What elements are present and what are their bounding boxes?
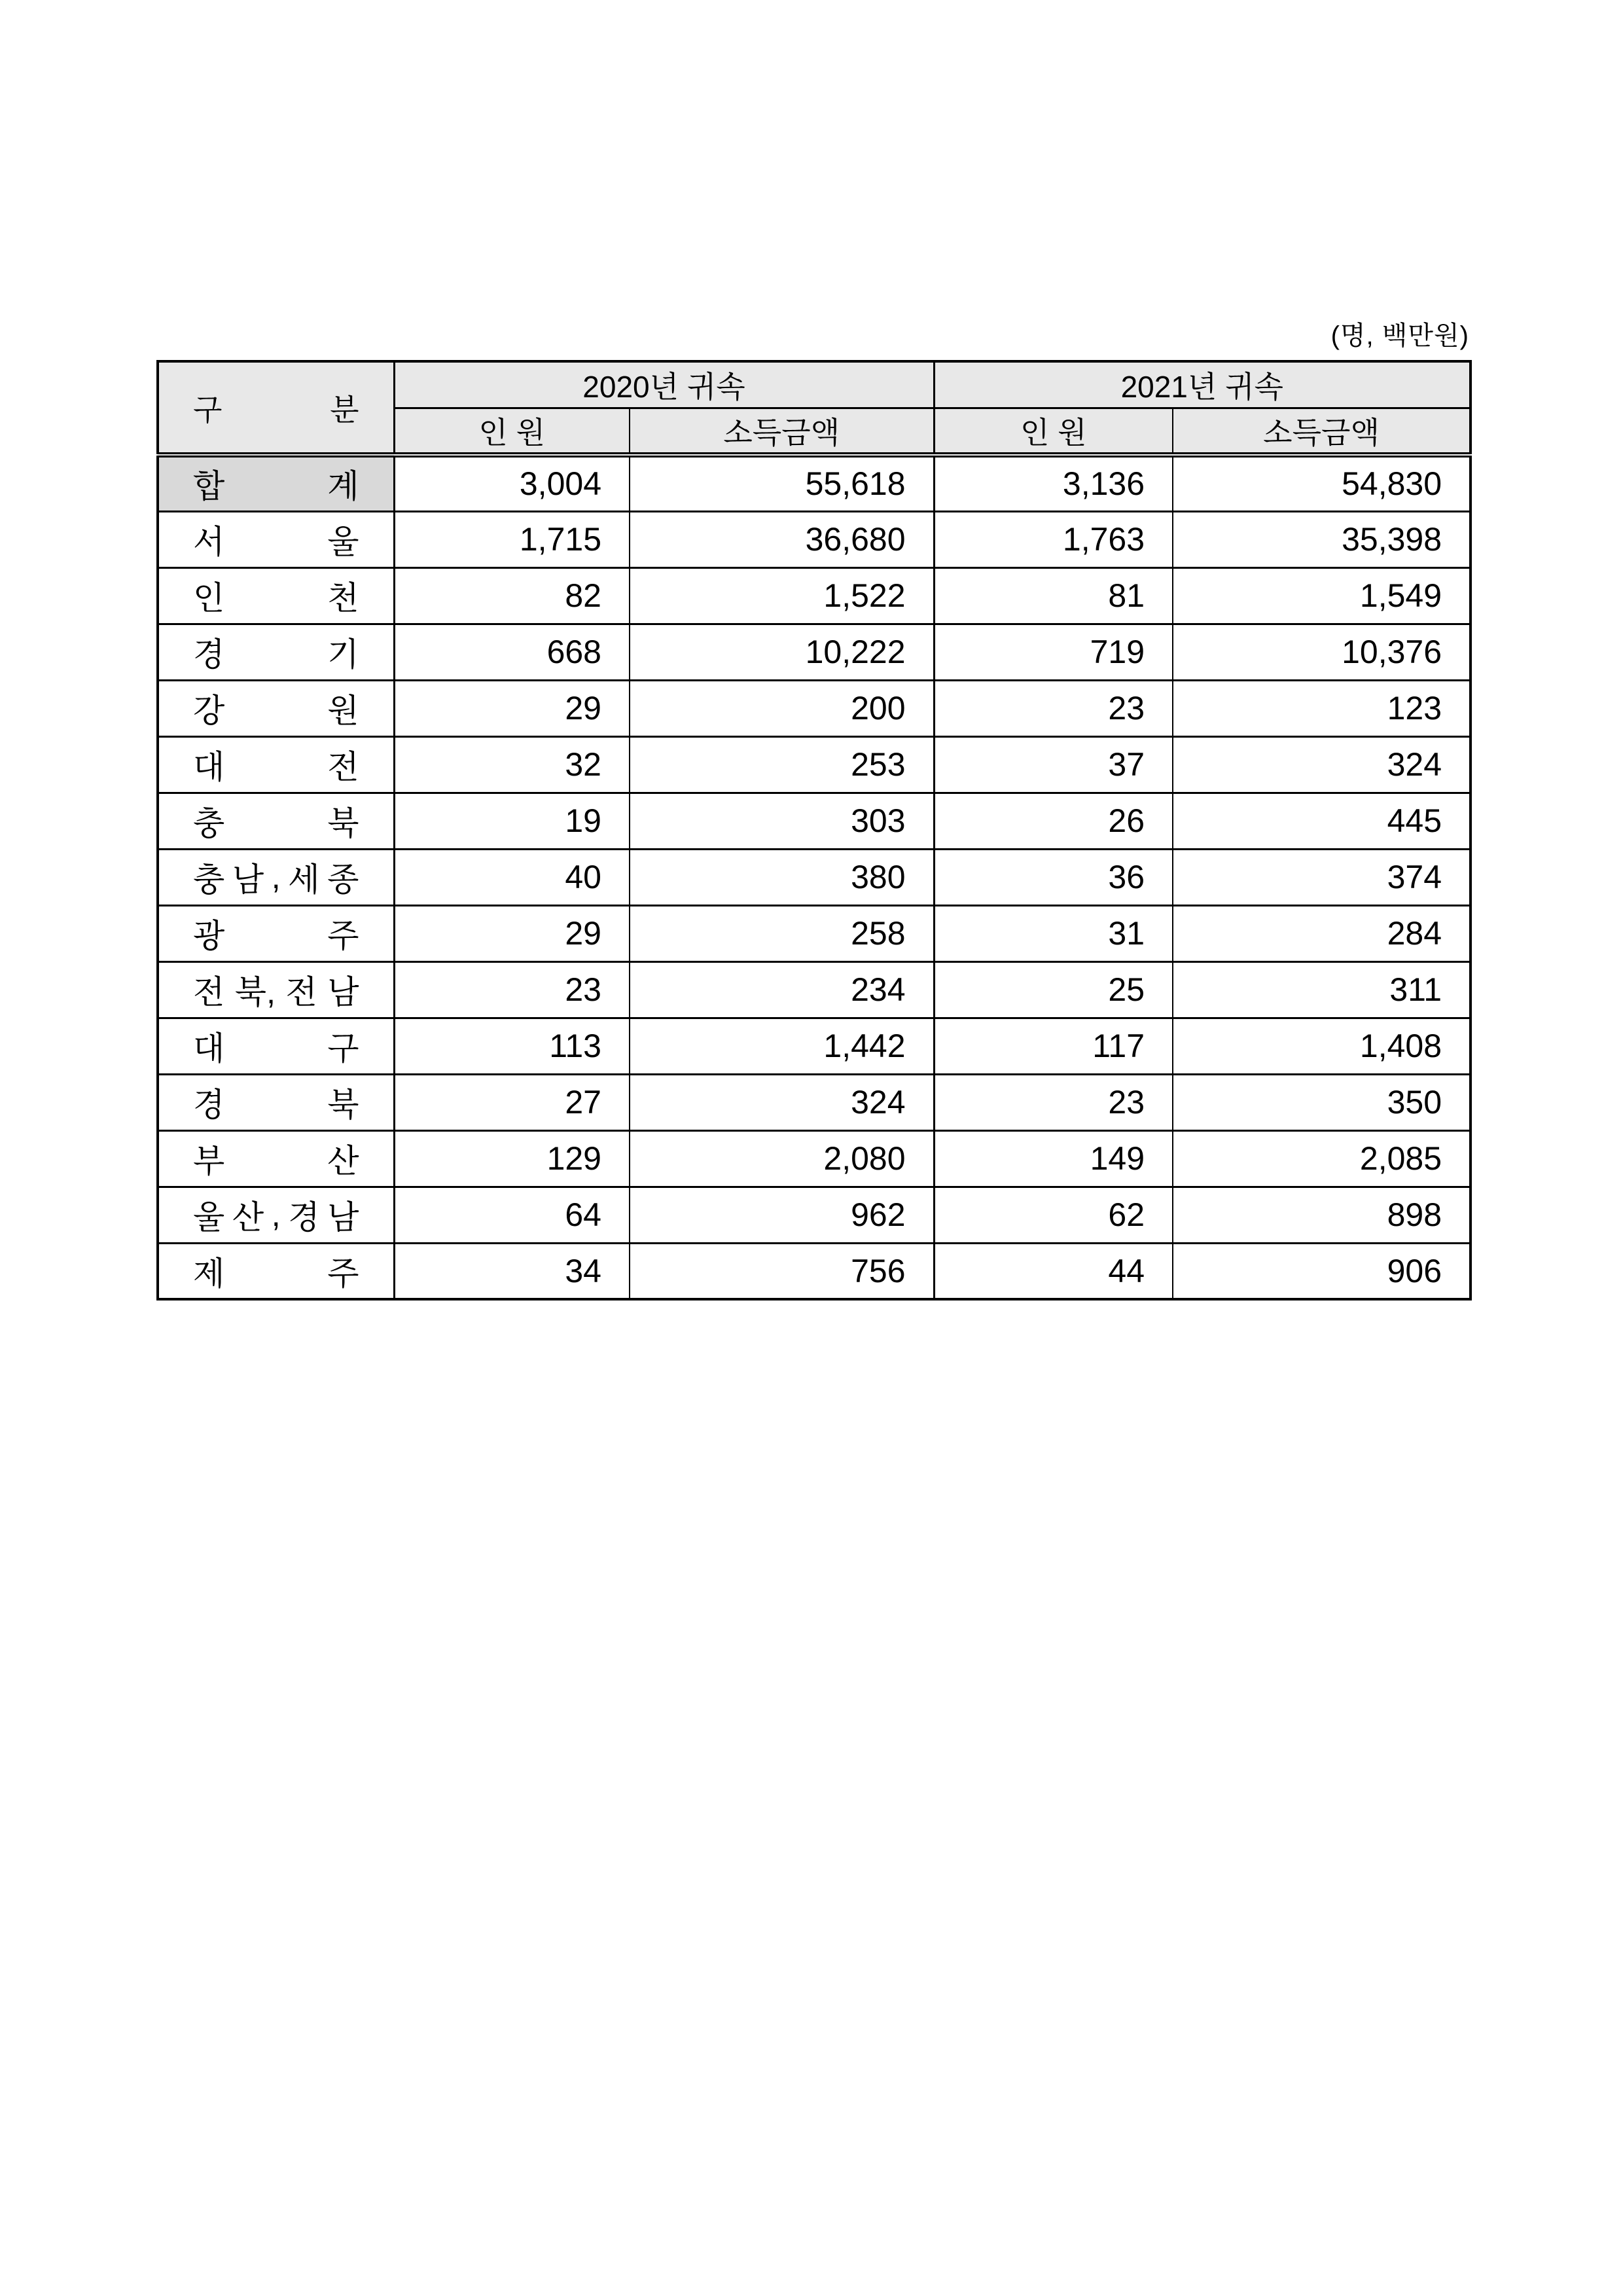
row-label	[158, 1130, 394, 1187]
cell-income-2020: 253	[630, 736, 934, 793]
cell-income-2020: 258	[630, 905, 934, 961]
cell-income-2021: 445	[1173, 793, 1471, 849]
cell-people-2020: 27	[394, 1074, 630, 1130]
header-income-2020: 소득금액	[630, 408, 934, 455]
cell-income-2020: 380	[630, 849, 934, 905]
row-label-text	[159, 1247, 393, 1295]
table-body	[158, 455, 1471, 1299]
label-char: 분	[330, 392, 359, 427]
cell-people-2021: 37	[934, 736, 1173, 793]
cell-people-2020: 64	[394, 1187, 630, 1243]
header-year-2021: 2021년 귀속	[934, 361, 1471, 408]
table-row	[158, 1018, 1471, 1074]
row-label-text	[159, 1135, 393, 1182]
cell-people-2021: 1,763	[934, 511, 1173, 567]
label-char: 부	[193, 1143, 225, 1179]
label-char: 원	[327, 692, 359, 729]
label-char: 계	[327, 468, 359, 505]
cell-people-2020: 1,715	[394, 511, 630, 567]
cell-income-2020: 1,522	[630, 567, 934, 624]
label-char: 산	[327, 1143, 359, 1179]
label-char: 천	[327, 580, 359, 617]
row-label	[158, 624, 394, 680]
label-char: 대	[193, 749, 225, 785]
label-char: 북	[327, 805, 359, 842]
cell-income-2021: 35,398	[1173, 511, 1471, 567]
label-char: 북,	[234, 974, 276, 1011]
label-char: 충	[193, 805, 225, 842]
table-row	[158, 905, 1471, 961]
label-char: 인	[193, 580, 225, 617]
table-row	[158, 961, 1471, 1018]
label-char: ,	[271, 859, 281, 895]
cell-people-2020: 29	[394, 680, 630, 736]
header-category	[158, 361, 394, 455]
cell-people-2020: 113	[394, 1018, 630, 1074]
cell-income-2021: 54,830	[1173, 455, 1471, 511]
row-label-text	[159, 516, 393, 563]
cell-income-2021: 350	[1173, 1074, 1471, 1130]
cell-income-2020: 2,080	[630, 1130, 934, 1187]
label-char: 강	[193, 692, 225, 729]
label-char: 울	[327, 524, 359, 560]
table-row-total	[158, 455, 1471, 511]
row-label	[158, 1074, 394, 1130]
row-label-text	[159, 966, 393, 1013]
label-char: 남	[327, 1199, 359, 1236]
row-label-text	[159, 910, 393, 957]
row-label	[158, 680, 394, 736]
label-char: 기	[327, 636, 359, 673]
label-char: 주	[327, 1255, 359, 1292]
cell-income-2021: 898	[1173, 1187, 1471, 1243]
cell-people-2021: 26	[934, 793, 1173, 849]
label-char: 전	[327, 749, 359, 785]
cell-people-2020: 29	[394, 905, 630, 961]
cell-people-2021: 36	[934, 849, 1173, 905]
cell-income-2020: 303	[630, 793, 934, 849]
row-label	[158, 511, 394, 567]
label-char: 광	[193, 918, 225, 954]
header-people-2020: 인 원	[394, 408, 630, 455]
row-label	[158, 1018, 394, 1074]
cell-people-2020: 19	[394, 793, 630, 849]
cell-income-2021: 1,408	[1173, 1018, 1471, 1074]
label-char: 충	[193, 861, 225, 898]
row-label	[158, 1187, 394, 1243]
row-label	[158, 736, 394, 793]
cell-income-2021: 906	[1173, 1243, 1471, 1299]
income-by-region-table	[156, 360, 1472, 1300]
table-row	[158, 1187, 1471, 1243]
cell-income-2021: 1,549	[1173, 567, 1471, 624]
label-char: 경	[193, 636, 225, 673]
cell-people-2020: 23	[394, 961, 630, 1018]
label-char: 북	[327, 1086, 359, 1123]
row-label-text	[159, 572, 393, 619]
cell-people-2021: 25	[934, 961, 1173, 1018]
cell-income-2021: 2,085	[1173, 1130, 1471, 1187]
table-row	[158, 849, 1471, 905]
label-char: 구	[327, 1030, 359, 1067]
table-row	[158, 1243, 1471, 1299]
label-char: 대	[193, 1030, 225, 1067]
row-label-text	[159, 1079, 393, 1126]
cell-income-2021: 284	[1173, 905, 1471, 961]
label-char: 경	[193, 1086, 225, 1123]
row-label-text	[159, 460, 393, 507]
cell-people-2020: 34	[394, 1243, 630, 1299]
row-label-text	[159, 1191, 393, 1238]
label-char: 전	[193, 974, 225, 1011]
label-char: 세	[288, 861, 320, 898]
cell-income-2020: 200	[630, 680, 934, 736]
cell-people-2021: 719	[934, 624, 1173, 680]
cell-people-2021: 31	[934, 905, 1173, 961]
table-row	[158, 1074, 1471, 1130]
cell-income-2020: 55,618	[630, 455, 934, 511]
table-row	[158, 1130, 1471, 1187]
row-label	[158, 1243, 394, 1299]
table-row	[158, 736, 1471, 793]
label-char: ,	[271, 1196, 281, 1233]
cell-people-2021: 44	[934, 1243, 1173, 1299]
label-char: 산	[232, 1199, 264, 1236]
unit-note: (명, 백만원)	[1330, 321, 1469, 350]
table-row	[158, 624, 1471, 680]
cell-income-2021: 374	[1173, 849, 1471, 905]
cell-income-2021: 123	[1173, 680, 1471, 736]
cell-income-2020: 756	[630, 1243, 934, 1299]
cell-people-2020: 82	[394, 567, 630, 624]
cell-people-2021: 3,136	[934, 455, 1173, 511]
cell-income-2020: 1,442	[630, 1018, 934, 1074]
label-char: 종	[327, 861, 359, 898]
cell-people-2020: 668	[394, 624, 630, 680]
label-char: 서	[193, 524, 225, 560]
cell-people-2020: 3,004	[394, 455, 630, 511]
row-label	[158, 455, 394, 511]
table-row	[158, 793, 1471, 849]
cell-income-2020: 234	[630, 961, 934, 1018]
cell-people-2020: 129	[394, 1130, 630, 1187]
cell-income-2021: 324	[1173, 736, 1471, 793]
header-income-2021: 소득금액	[1173, 408, 1471, 455]
row-label-text	[159, 1022, 393, 1069]
table-row	[158, 680, 1471, 736]
label-char: 전	[285, 974, 317, 1011]
row-label-text	[159, 853, 393, 901]
label-char: 제	[193, 1255, 225, 1292]
cell-people-2021: 81	[934, 567, 1173, 624]
cell-people-2021: 23	[934, 680, 1173, 736]
header-year-2020: 2020년 귀속	[394, 361, 934, 408]
label-char: 주	[327, 918, 359, 954]
row-label	[158, 793, 394, 849]
label-char: 남	[327, 974, 359, 1011]
cell-income-2020: 962	[630, 1187, 934, 1243]
table-row	[158, 567, 1471, 624]
cell-income-2020: 36,680	[630, 511, 934, 567]
table-row	[158, 511, 1471, 567]
cell-people-2020: 40	[394, 849, 630, 905]
label-char: 남	[232, 861, 264, 898]
label-char: 구	[193, 392, 223, 427]
cell-people-2021: 23	[934, 1074, 1173, 1130]
row-label-text	[159, 797, 393, 844]
row-label	[158, 849, 394, 905]
label-char: 합	[193, 468, 225, 505]
row-label	[158, 567, 394, 624]
cell-people-2020: 32	[394, 736, 630, 793]
header-people-2021: 인 원	[934, 408, 1173, 455]
label-char: 울	[193, 1199, 225, 1236]
cell-income-2021: 311	[1173, 961, 1471, 1018]
row-label-text	[159, 628, 393, 675]
label-char: 경	[288, 1199, 320, 1236]
cell-income-2020: 324	[630, 1074, 934, 1130]
cell-income-2021: 10,376	[1173, 624, 1471, 680]
cell-people-2021: 149	[934, 1130, 1173, 1187]
cell-people-2021: 117	[934, 1018, 1173, 1074]
row-label	[158, 961, 394, 1018]
row-label-text	[159, 741, 393, 788]
row-label-text	[159, 685, 393, 732]
header-category-text	[159, 386, 393, 429]
cell-people-2021: 62	[934, 1187, 1173, 1243]
row-label	[158, 905, 394, 961]
cell-income-2020: 10,222	[630, 624, 934, 680]
